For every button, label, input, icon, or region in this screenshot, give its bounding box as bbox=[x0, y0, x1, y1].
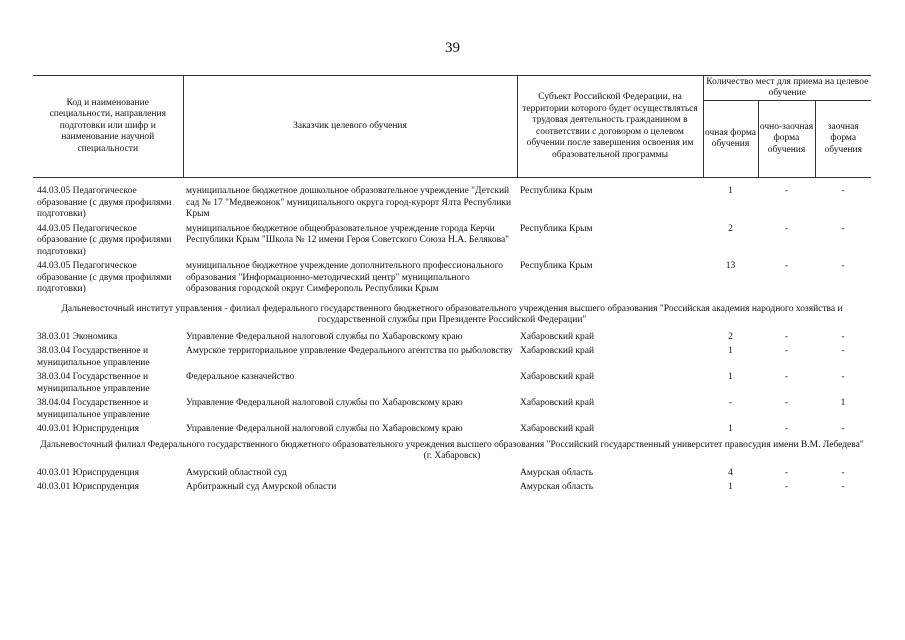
extramural-cell: - bbox=[841, 331, 845, 342]
table-header bbox=[33, 76, 871, 178]
specialty-cell: 40.03.01 Юриспруденция bbox=[37, 467, 139, 478]
full-time-cell: 2 bbox=[728, 331, 733, 342]
part-time-cell: - bbox=[784, 331, 789, 342]
header-customer: Заказчик целевого обучения bbox=[183, 76, 517, 178]
extramural-cell: - bbox=[841, 372, 845, 382]
header-places-group: Количество мест для приема на целевое обучение bbox=[703, 76, 871, 101]
customer-cell: муниципальное бюджетное учреждение дополнительного профессионального образования "Информационно-методический центр" муниципального образования городской округ Симферополь Республики Крым bbox=[186, 261, 504, 294]
specialty-cell: 40.03.01 Юриспруденция bbox=[37, 482, 139, 492]
full-time-cell: 2 bbox=[728, 223, 733, 234]
table-row bbox=[33, 371, 871, 397]
region-cell: Хабаровский край bbox=[520, 424, 595, 434]
full-time-cell: 1 bbox=[728, 186, 733, 196]
extramural-cell: - bbox=[841, 482, 845, 492]
specialty-cell: 38.04.04 Государственное и муниципальное управление bbox=[37, 398, 150, 420]
customer-cell: Арбитражный суд Амурской области bbox=[186, 482, 337, 492]
header-full-time: очная форма обучения bbox=[703, 101, 758, 178]
institution-title: Дальневосточный филиал Федерального государственного бюджетного образовательного учреждения высшего образования "Российский государственный университет правосудия имени В.М. Лебедева" (г. Хабаровск) bbox=[40, 439, 864, 461]
table-row bbox=[33, 185, 871, 223]
table-row bbox=[33, 331, 871, 346]
table-row bbox=[33, 467, 871, 482]
customer-cell: муниципальное бюджетное дошкольное образовательное учреждение "Детский сад № 17 "Медвежонок" муниципального округа город-курорт Ялта Республики Крым bbox=[186, 186, 512, 219]
part-time-cell: - bbox=[784, 467, 789, 478]
extramural-cell: 1 bbox=[840, 398, 846, 408]
specialty-cell: 38.03.04 Государственное и муниципальное управление bbox=[37, 346, 150, 368]
region-cell: Республика Крым bbox=[520, 186, 593, 196]
part-time-cell: - bbox=[784, 372, 789, 382]
part-time-cell: - bbox=[784, 261, 789, 271]
region-cell: Республика Крым bbox=[520, 223, 593, 234]
full-time-cell: 13 bbox=[725, 261, 736, 271]
region-cell: Республика Крым bbox=[520, 261, 593, 271]
part-time-cell: - bbox=[784, 223, 789, 234]
table-row bbox=[33, 481, 871, 496]
full-time-cell: - bbox=[728, 398, 733, 408]
admission-table bbox=[33, 75, 871, 496]
customer-cell: муниципальное бюджетное общеобразовательное учреждение города Керчи Республики Крым "Школа № 12 имени Героя Советского Союза Н.А. Белякова" bbox=[186, 223, 510, 245]
full-time-cell: 1 bbox=[728, 482, 733, 492]
header-specialty: Код и наименование специальности, направления подготовки или шифр и наименование научной специальности bbox=[33, 76, 183, 178]
customer-cell: Управление Федеральной налоговой службы по Хабаровскому краю bbox=[186, 331, 463, 342]
specialty-cell: 38.03.04 Государственное и муниципальное управление bbox=[37, 372, 150, 394]
full-time-cell: 4 bbox=[728, 467, 733, 478]
customer-cell: Управление Федеральной налоговой службы по Хабаровскому краю bbox=[186, 424, 463, 434]
region-cell: Хабаровский край bbox=[520, 372, 595, 382]
full-time-cell: 1 bbox=[728, 372, 733, 382]
specialty-cell: 38.03.01 Экономика bbox=[37, 331, 118, 342]
customer-cell: Амурское территориальное управление Федерального агентства по рыболовству bbox=[186, 346, 513, 356]
region-cell: Хабаровский край bbox=[520, 346, 595, 356]
extramural-cell: - bbox=[841, 346, 845, 356]
table-row bbox=[33, 397, 871, 423]
extramural-cell: - bbox=[841, 223, 845, 234]
header-region: Субъект Российской Федерации, на территории которого будет осуществляться трудовая деятельность гражданином в соответствии с договором о целевом обучении после завершения освоения им образовательной программы bbox=[517, 76, 703, 178]
full-time-cell: 1 bbox=[728, 346, 733, 356]
part-time-cell: - bbox=[784, 398, 789, 408]
region-cell: Хабаровский край bbox=[520, 398, 595, 408]
extramural-cell: - bbox=[841, 261, 845, 271]
extramural-cell: - bbox=[841, 424, 845, 434]
institution-heading bbox=[33, 438, 871, 467]
table-row bbox=[33, 423, 871, 438]
part-time-cell: - bbox=[784, 346, 789, 356]
part-time-cell: - bbox=[784, 186, 789, 196]
specialty-cell: 44.03.05 Педагогическое образование (с двумя профилями подготовки) bbox=[37, 186, 172, 219]
customer-cell: Управление Федеральной налоговой службы по Хабаровскому краю bbox=[186, 398, 463, 408]
part-time-cell: - bbox=[784, 424, 789, 434]
specialty-cell: 44.03.05 Педагогическое образование (с двумя профилями подготовки) bbox=[37, 223, 172, 257]
institution-heading bbox=[33, 302, 871, 331]
extramural-cell: - bbox=[841, 467, 845, 478]
full-time-cell: 1 bbox=[728, 424, 733, 434]
region-cell: Хабаровский край bbox=[520, 331, 595, 342]
specialty-cell: 44.03.05 Педагогическое образование (с двумя профилями подготовки) bbox=[37, 261, 172, 294]
institution-title: Дальневосточный институт управления - филиал федерального государственного бюджетного образовательного учреждения высшего образования "Российская академия народного хозяйства и государственной службы при Президенте Российской Федерации" bbox=[61, 303, 843, 325]
header-extramural: заочная форма обучения bbox=[815, 101, 871, 178]
header-part-time: очно-заочная форма обучения bbox=[758, 101, 815, 178]
table-body bbox=[33, 178, 871, 496]
extramural-cell: - bbox=[841, 186, 845, 196]
specialty-cell: 40.03.01 Юриспруденция bbox=[37, 424, 139, 434]
region-cell: Амурская область bbox=[520, 467, 594, 478]
table-row bbox=[33, 223, 871, 261]
part-time-cell: - bbox=[784, 482, 789, 492]
customer-cell: Федеральное казначейство bbox=[186, 372, 295, 382]
table-row bbox=[33, 345, 871, 371]
page-number: 39 bbox=[445, 40, 460, 56]
customer-cell: Амурский областной суд bbox=[186, 467, 287, 478]
region-cell: Амурская область bbox=[520, 482, 594, 492]
table-row bbox=[33, 260, 871, 302]
